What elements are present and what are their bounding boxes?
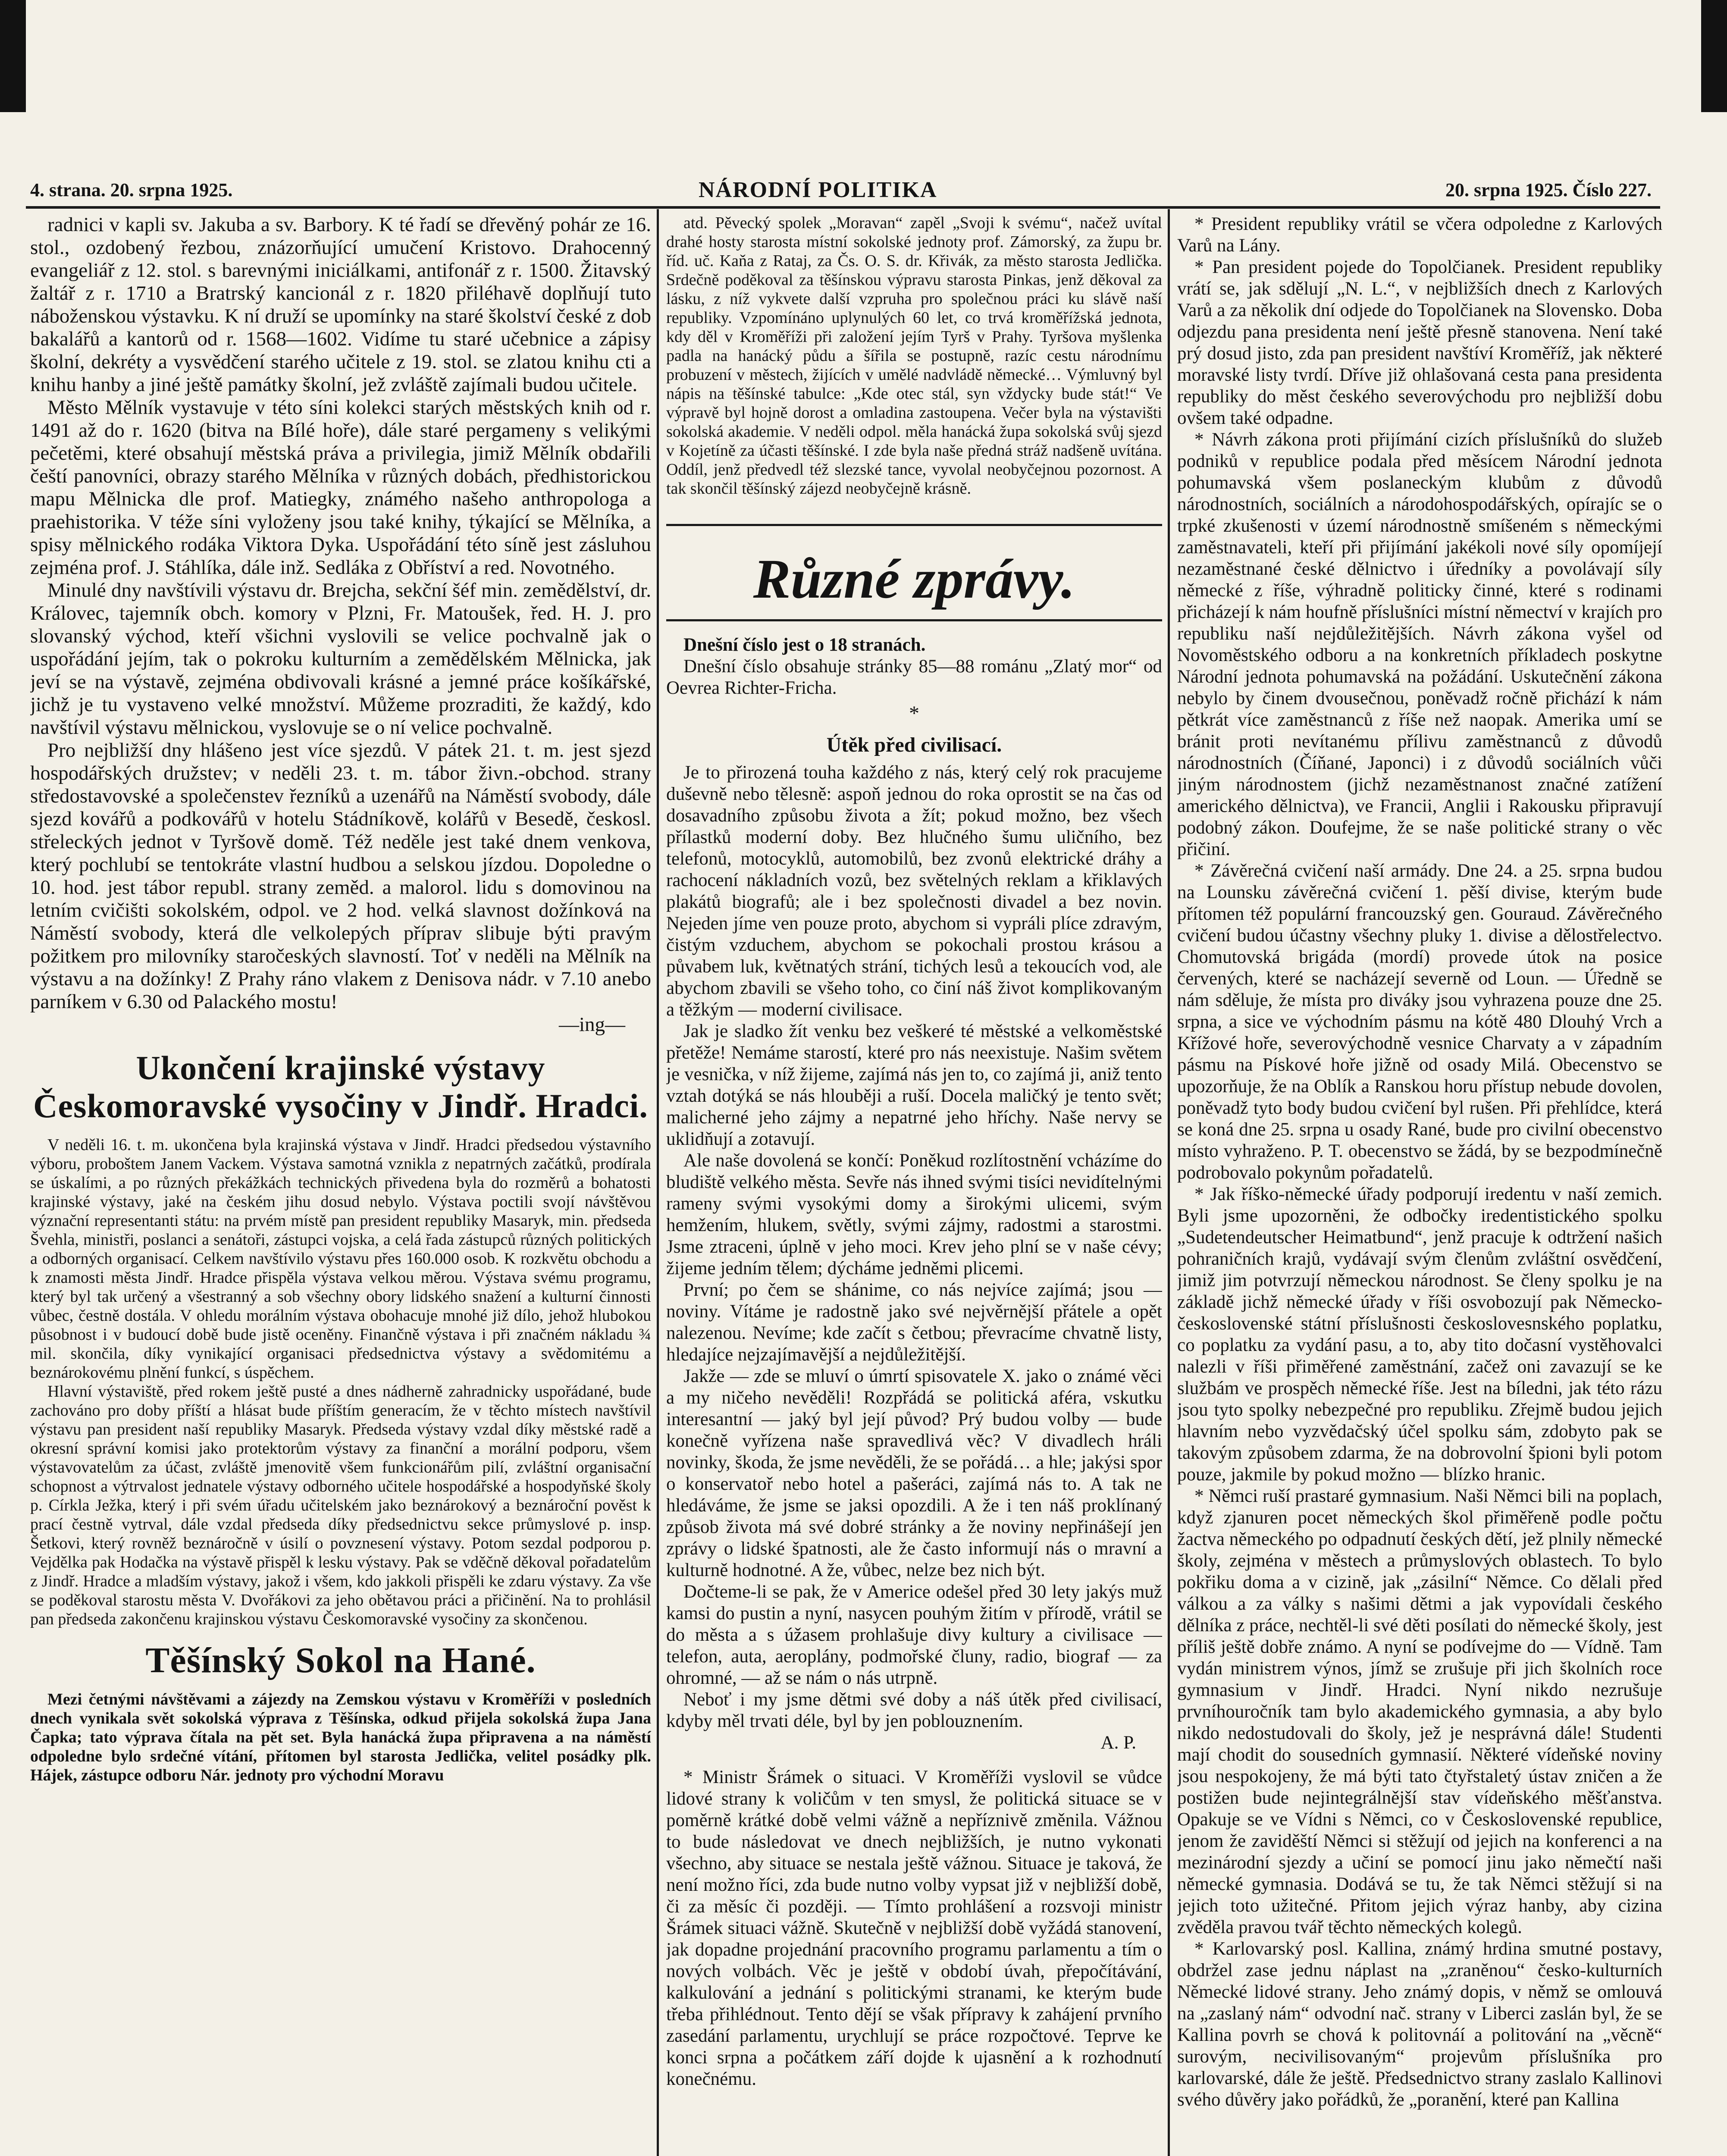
- separator-star: *: [909, 702, 919, 725]
- paragraph: * Jak říško-německé úřady podporují iredentu v naší zemich. Byli jsme upozorněni, že odbočky iredentistického spolku „Sudetendeutscher Heimatbund“, jenž pracuje k odtržení našich pohraničních krajů, vydávají svým členům zvláštní osvědčení, jimiž jim potvrzují německou národnost. Se členy spolku je na základě jichž německé úřady v říši osvobozují pak Německo-československé státní příslušnosti českoslovesnského poplatku, co poplatku za vydání pasu, a to, aby tito dočasní vystěhovalci nalezli v říši přiměřené zaměstnání, začež oni zavazují se ke službám ve prospěch německé říše. Jest na bíledni, jak této rázu jsou tyto spolky nebezpečné pro republiku. Zřejmě budou jejich hlavním nebo vyzvědačský účel spolku sám, zdobyto pak se takovým způsobem zdarma, že na dobrovolní špioni byli potom pouze, jakmile by pokud možno — blízko hranic.: [1177, 1184, 1662, 1485]
- section-header: Různé zprávy.: [753, 548, 1075, 610]
- column-3: [1177, 213, 1662, 2156]
- paragraph: Jakže — zde se mluví o úmrtí spisovatele X. jako o známé věci a my ničeho nevěděli! Rozpřádá se politická aféra, vskutku interesantní — jaký byl její původ? Prý budou volby — bude konečně vyřízena naše spravedlivá věc? V divadlech hráli novinky, škoda, že jsme nevěděli, že se pořádá… a hle; jakýsi spor o konservatoř nebo hotel a pašeráci, zajímá nás to. A tak ne hledáváme, že jsme se jaksi opozdili. A že i ten náš proklínaný způsob života má své dobré stránky a že noviny nepřinášejí jen zprávy o lidské špatnosti, ale že často informují nás o mravní a kulturně hodnotné. A že, vůbec, nelze bez nich být.: [666, 1366, 1162, 1580]
- date-issue: 20. srpna 1925. Číslo 227.: [1445, 179, 1652, 201]
- signature: A. P.: [1100, 1733, 1136, 1753]
- paragraph: První; po čem se shánime, co nás nejvíce zajímá; jsou — noviny. Vítáme je radostně jako své nejvěrnější přátele a opět nalezenou. Nevíme; kde začít s četbou; převracíme chvatně listy, hledajíce nejzajímavější a nejdůležitější.: [666, 1280, 1162, 1365]
- paragraph: atd. Pěvecký spolek „Moravan“ zapěl „Svoji k svému“, načež uvítal drahé hosty starosta místní sokolské jednoty prof. Zámorský, za župu br. říd. uč. Kaňa z Rataj, za Čs. O. S. dr. Křivák, za město starosta Jedlička. Srdečně poděkoval za těšínskou výpravu starosta Pinkas, jenž děkoval za lásku, z níž vykvete další vzpruha pro společnou práci ku slávě naší republiky. Vzpomínáno uplynulých 60 let, co trvá kroměřížská jednota, kdy děl v Kroměříži při založení jejím Tyrš v Prahy. Tyršova myšlenka padla na hanácký půdu a šířila se postupně, razíc cestu národnímu probuzení v městech, žijících v umělé nadvládě německé… Výmluvný byl nápis na těšínské tabulce: „Kde otec stál, syn vždycky bude stát!“ Ve výpravě byl hojně dorost a omladina zastoupena. Večer byla na výstavišti sokolská akademie. V neděli odpol. měla hanácká župa sokolská svůj sjezd v Kojetíně za účasti těšínské. I zde byla naše předná stráž nadšeně uvítána. Oddíl, jenž předvedl též slezské tance, vyvolal neobyčejnou pozornost. A tak skončil těšínský zájezd neobyčejně krásně.: [666, 214, 1162, 498]
- header-rule: [26, 206, 1660, 209]
- scan-edge-mark: [0, 0, 26, 112]
- article-title: Útěk před civilisací.: [826, 733, 1002, 756]
- paragraph: * President republiky vrátil se včera odpoledne z Karlových Varů na Lány.: [1177, 214, 1662, 256]
- paragraph: Je to přirozená touha každého z nás, který celý rok pracujeme duševně nebo tělesně: aspoň jednou do roka oprostit se na čas od dosavadního způsobu života a žít; pokud možno, bez všech přílastků moderní doby. Bez hlučného šumu uličního, bez telefonů, motocyklů, automobilů, bez zvonů elektrické dráhy a rachocení nákladních vozů, bez světelných reklam a křiklavých plakátů biografů; ale i bez společnosti divadel a bez novin. Nejeden jíme ven pouze proto, abychom si vypráli plíce zdravým, čistým vzduchem, abychom se pokochali prostou krásou a půvabem luk, květnatých strání, tichých lesů a tekoucích vod, ale abychom zbavili se všeho toho, co činí náš život komplikovaným a těžkým — moderní civilisace.: [666, 762, 1162, 1020]
- paragraph: Minulé dny navštívili výstavu dr. Brejcha, sekční šéf min. zemědělství, dr. Královec, tajemník obch. komory v Plzni, Fr. Matoušek, řed. H. J. pro slovanský východ, kteří všichni vyslovili se velice pochvalně jak o uspořádání jejím, tak o pokroku kulturním a zemědělském Mělnicka, jak jeví se na výstavě, zejména obdivovali krásné a jemné práce košíkářské, jichž je tu vystaveno velké množství. Můžeme prozraditi, že každý, kdo navštívil výstavu mělnickou, vyslovuje se o ní velice pochvalně.: [30, 579, 651, 739]
- masthead: NÁRODNÍ POLITIKA: [699, 178, 937, 202]
- signature: —ing—: [558, 1013, 625, 1036]
- paragraph: * Němci ruší prastaré gymnasium. Naši Němci bili na poplach, když zjanuren pocet německých škol přiměřeně podle počtu žactva německého po odpadnutí českých dětí, jež plnily německé školy, zejména v městech a průmyslových oblastech. To bylo pokřiku doma a v cizině, jak „zásilní“ Němce. Co dělali před válkou a za války s našimi dětmi a jak vypovídali českého dělníka z práce, nechtěl-li své děti posílati do německé školy, jest příliš ještě dobře známo. A nyní se podívejme do — Vídně. Tam vydán ministrem výnos, jímž se zrušuje při jich školních roce gymnasium v Jindř. Hradci. Nyní nikdo nezrušuje prvníhouročník tam bylo akademického gymnasia, a aby bylo nikdo nedostudovali do školy, jež je nesprávná dále! Studenti mají chodit do sousedních gymnasií. Některé vídeňské noviny jsou nespokojeny, že má býti tato čtyřstaletý ústav zničen a že postižen bude nejintegrálnější stav vídeňského měšťanstva. Opakuje se ve Vídni s Němci, co v Československé republice, jenom že zaviděští Němci si stěžují od jejich na konferenci a na mezinárodní sjezdy a učiní se pomocí jinu jako němečtí naši německé gymnasia. Dodává se tu, že tak Němci stěžují si na jejich toto užitečné. Přitom jejich výraz hanby, aby cizina zvěděla pravou tvář těchto německých kolegů.: [1177, 1486, 1662, 1937]
- paragraph: Mezi četnými návštěvami a zájezdy na Zemskou výstavu v Kroměříži v posledních dnech vynikala svět sokolská výprava z Těšínska, odkud přijela sokolská župa Jana Čapka; tato výprava čítala na pět set. Byla hanácká župa připravena a na náměstí odpoledne bylo srdečné vítání, přítomen byl starosta Jedlička, velitel posádky plk. Hájek, zástupce odboru Nár. jednoty pro východní Moravu: [30, 1690, 651, 1784]
- scan-edge-mark: [1701, 0, 1727, 112]
- paragraph: * Závěrečná cvičení naší armády. Dne 24. a 25. srpna budou na Lounsku závěrečná cvičení 1. pěší divise, kterým bude přítomen též populární francouzský gen. Gouraud. Závěrečného cvičení budou účastny všechny pluky 1. divise a dělostřelectvo. Chomutovská brigáda (mordí) provede útok na posice červených, které se nacházejí severně od Loun. — Úředně se nám sděluje, že místa pro diváky jsou vyhrazena pouze dne 25. srpna, a sice ve východním pásmu na kótě 480 Dlouhý Vrch a Křížové hoře, severovýchodně vesnice Charvaty a v západním pásmu na Pískové hoře jižně od osady Milá. Obecenstvo se upozorňuje, že na Oblík a Ranskou horu přístup nebude dovolen, poněvadž tyto body budou cvičení byl rušen. Při přehlídce, která se koná dne 25. srpna u osady Rané, bude pro civilní obecenstvo místo vyhraženo. P. T. obecenstvo se žádá, by se bezpodmínečně podrobovalo pokynům pořadatelů.: [1177, 861, 1662, 1183]
- notice-title: Dnešní číslo jest o 18 stranách.: [683, 635, 926, 655]
- paragraph: Neboť i my jsme dětmi své doby a náš útěk před civilisací, kdyby měl trvati déle, byl by jen poblouznením.: [666, 1689, 1162, 1731]
- paragraph: Pro nejbližší dny hlášeno jest více sjezdů. V pátek 21. t. m. jest sjezd hospodářských družstev; v neděli 23. t. m. tábor živn.-obchod. strany středostavovské a společenstev řezníků a uzenářů na Náměstí svobody, dále sjezd kovářů a podkovářů v hotelu Stádníkově, kolářů v Besedě, českosl. střeleckých jednot v Tyršově domě. Též neděle jest také dnem venkova, který pochlubí se tentokráte vlastní hudbou a selskou jízdou. Dopoledne o 10. hod. jest tábor republ. strany zeměd. a malorol. lidu s domovinou na letním cvičišti sokolském, odpol. ve 2 hod. velká slavnost dožínková na Náměstí svobody, která dle velkolepých příprav slibuje býti pravým požitkem pro milovníky staročeských slavností. Toť v neděli na Mělník na výstavu a na dožínky! Z Prahy ráno vlakem z Denisova nádr. v 7.10 anebo parníkem v 6.30 od Palackého mostu!: [30, 739, 651, 1013]
- page-header: [30, 175, 1652, 205]
- paragraph: Ale naše dovolená se končí: Poněkud rozlítostnění vcházíme do bludiště velkého města. Sevře nás ihned svými tisíci nevidítelnými rameny svými vysokými domy a širokými ulicemi, svým hemžením, hlukem, světly, svými zájmy, radostmi a starostmi. Jsme ztraceni, úplně v jeho moci. Krev jeho plní se v naše cévy; žijeme jedním tělem; dýcháme jedněmi plicemi.: [666, 1150, 1162, 1279]
- paragraph: Město Mělník vystavuje v této síni kolekci starých městských knih od r. 1491 až do r. 1620 (bitva na Bílé hoře), dále staré pergameny s velikými pečetěmi, které obsahují městská práva a privilegia, jimiž Mělník obdařili čeští panovníci, obrazy starého Mělníka v různých dobách, předhistorickou mapu Mělnicka dle prof. Matiegky, známého našeho anthropologa a praehistorika. V téže síni vyloženy jsou také knihy, týkající se Mělníka, a spisy mělnického rodáka Viktora Dyka. Uspořádání této síně jest zásluhou zejména prof. J. Stáhlíka, dále inž. Sedláka z Obříství a red. Novotného.: [30, 396, 651, 579]
- paragraph: Jak je sladko žít venku bez veškeré té městské a velkoměstské přetěže! Nemáme starostí, které pro nás neexistuje. Našim světem je vesnička, v níž žijeme, zajímá nás jen to, co zajímá ji, aniž tento vztah dotýká se nás hlouběji a ruší. Docela maličký je tento svět; malicherné jeho zájmy a nepatrné jeho hříchy. Naše nervy se uklidňují a zotavují.: [666, 1021, 1162, 1149]
- paragraph: * Návrh zákona proti přijímání cizích příslušníků do služeb podniků v republice podala před měsícem Národní jednota pohumavská všem poslaneckým klubům z důvodů národnostních, sociálních a národohospodářských, opírajíc se o trpké zkušenosti v území národnostně smíšeném s německými zaměstnavateli, kteří při přijímání jakékoli nové síly opomíjejí nezaměstnané české dělnictvo i úředníky a povolávají síly německé z říše, výhradně politicky činné, které s rodinami přicházejí k nám houfně příslušníci místní němectví v krajích pro republiku naší nejdůležitějších. Návrh zákona vyšel od Novoměstského odboru a na konkretních příkladech poskytne Národní jednota pohumavská na požádání. Uskutečnění zákona nebylo by činem dvousečnou, poněvadž ročně přichází k nám pětkrát více zaměstnanců z říše než naopak. Amerika umí se bránit proti nevítanému přílivu zaměstnanců z důvodů národnostních (Číňané, Japonci) i z důvodů sociálních vůči jiným národnostem (jichž nezaměstnanost značné zatížení amerického dělnictva), ve Francii, Anglii i Rakousku připravují podobný zákon. Doufejme, že se naše politické strany o věc přičiní.: [1177, 429, 1662, 859]
- article-title: Těšínský Sokol na Hané.: [145, 1640, 536, 1680]
- paragraph: Dočteme-li se pak, že v Americe odešel před 30 lety jakýs muž kamsi do pustin a nyní, nasycen pouhým žitím v přírodě, vrátil se do města a s úžasem prohlašuje divy kultury a civilisace — telefon, auta, aeroplány, podmořské čluny, radio, biograf — za ohromné, — až se nám o nás utrpně.: [666, 1582, 1162, 1688]
- section-header-frame: [666, 524, 1162, 621]
- column-2: [666, 213, 1162, 2156]
- paragraph: * Pan president pojede do Topolčianek. President republiky vrátí se, jak sdělují „N. L.“, v nejbližších dnech z Karlových Varů a za několik dní odjede do Topolčianek na Slovensko. Doba odjezdu pana presidenta není ještě přesně stanovena. Není také prý dosud jisto, zda pan president navštíví Kroměříž, jak některé moravské listy tvrdí. Dříve již ohlašovaná cesta pana presidenta republiky do měst českého severovýchodu pro nejbližší dobu ovšem také odpadne.: [1177, 257, 1662, 428]
- paragraph: * Ministr Šrámek o situaci. V Kroměříži vyslovil se vůdce lidové strany k voličům v ten smysl, že politická situace se v poměrně krátké době velmi vážně a nepříznivě změnila. Vážnou to bude následovat ve dnech nejbližších, je nutno vykonati všechno, aby situace se nestala ještě vážnou. Situace je taková, že není možno říci, zda bude nutno volby vypsat již v nejbližší době, či za měsíc či později. — Tímto prohlášení a rozsvoji ministr Šrámek situaci vážně. Skutečně v nejbližší době vyžádá stanovení, jak dopadne projednání pracovního programu parlamentu a tím o nových volbách. Věc je ještě v období úvah, přepočítávání, kalkulování a jednání s politickými stranami, ke kterým bude třeba přihlédnout. Tento dějí se však přípravy k zahájení prvního zasedání parlamentu, urychlují se práce rozpočtové. Teprve ke konci srpna a počátkem září dojde k ujasnění a k rozhodnutí konečnému.: [666, 1767, 1162, 2089]
- paragraph: * Karlovarský posl. Kallina, známý hrdina smutné postavy, obdržel zase jednu náplast na „zraněnou“ česko-kulturních Německé lidové strany. Jeho známý dopis, v němž se omlouvá na „zaslaný nám“ odvodní nač. strany v Liberci zaslán byl, že se Kallina povrh se chová k politovnáí a politování na „věcně“ surovým, necivilisovaným“ projevům příslušníka pro karlovarské, dále že ještě. Předsednictvo strany zaslalo Kallinovi svého důvěry jako pořádků, že „poranění, které pan Kallina: [1177, 1939, 1662, 2110]
- paragraph: Hlavní výstaviště, před rokem ještě pusté a dnes nádherně zahradnicky uspořádané, bude zachováno pro doby příští a hlásat bude příštím generacím, že v těchto místech navštívil výstavu pan president naší republiky Masaryk. Předseda výstavy vzdal díky městské radě a okresní správní komisi jako protektorům výstavy za finanční a morální podporu, všem výstavovatelům za účast, zvláště jmenovitě všem funkcionářům pilí, zvláštní organisační schopnost a výtrvalost jednatele výstavy odborného učitele hospodářské a hospodyňské školy p. Církla Ježka, který i při svém úřadu učitelském jako beznárokový a beznároční pověst k prací čestně vytrval, dále vzdal předseda díky předsednictvu sekce průmyslové p. insp. Šetkovi, který rovněž beznáročně v úsilí o povznesení výstavy. Potom sezdal podporou p. Vejdělka pak Hodačka na výstavě přispěl k lesku výstavy. Pak se vděčně děkoval pořadatelům z Jindř. Hradce a mladším výstavy, jakož i všem, kdo jakkoli přispěli ke zdaru výstavy. Za vše se poděkoval starostu města V. Dvořákovi za jeho obětavou práci a přičinění. Na to prohlásil pan předseda zakončenu krajinskou výstavu Českomoravské vysočiny za skončenou.: [30, 1382, 651, 1628]
- paragraph: radnici v kapli sv. Jakuba a sv. Barbory. K té řadí se dřevěný pohár ze 16. stol., ozdobený řezbou, znázorňující umučení Kristovo. Drahocenný evangeliář z 12. stol. s barevnými iniciálkami, antifonář z r. 1500. Žitavský žaltář z r. 1710 a Bratrský kancionál z r. 1820 přiléhavě doplňují tuto náboženskou výstavku. K ní druží se upomínky na staré školství české z dob bakalářů a kantorů od r. 1568—1602. Vidíme tu staré učebnice a zápisy školní, dekréty a vysvědčení starého učitele z 19. stol. se zlatou knihu cti a knihu hanby a jiné ještě památky školní, jež zvláště zajímali budou učitele.: [30, 213, 651, 396]
- page-number-date: 4. strana. 20. srpna 1925.: [30, 179, 233, 201]
- article-title: Ukončení krajinské výstavy Českomoravské vysočiny v Jindř. Hradci.: [33, 1049, 648, 1125]
- column-rule: [657, 209, 659, 2156]
- paragraph: V neděli 16. t. m. ukončena byla krajinská výstava v Jindř. Hradci předsedou výstavního výboru, proboštem Janem Vackem. Výstava samotná vznikla z nepatrných začátků, prodírala se úskalími, a po různých překážkách technických přivedena byla do rozměrů a bohatosti krajinské výstavy, jaké na českém jihu dosud nebylo. Výstava poctili svojí návštěvou význační representanti státu: na prvém místě pan president republiky Masaryk, min. předseda Švehla, ministři, poslanci a senátoři, zástupci vojska, a celá řada zástupců různých politických a odborných organisací. Celkem navštívilo výstavu přes 160.000 osob. K rozkvětu obchodu a k znamosti města Jindř. Hradce přispěla výstava velkou měrou. Výstava svému programu, který byl tak určený a všestranný a sob všechny obory lidského snažení a kulturní činnosti vůbec, čestně dostála. V ohledu morálním výstava obohacuje mnohé již dílo, jehož hlubokou působnost i v budoucí době bude jistě oceněny. Finančně výstava i při značném nákladu ¾ mil. skončila, díky vynikající organisaci předsednictva výstavy a svědomitému a beznárokovému plnění funkcí, s úspěchem.: [30, 1136, 651, 1382]
- column-rule: [1168, 209, 1170, 2156]
- paragraph: Dnešní číslo obsahuje stránky 85—88 románu „Zlatý mor“ od Oevrea Richter-Fricha.: [666, 656, 1162, 698]
- column-1: [30, 213, 651, 2156]
